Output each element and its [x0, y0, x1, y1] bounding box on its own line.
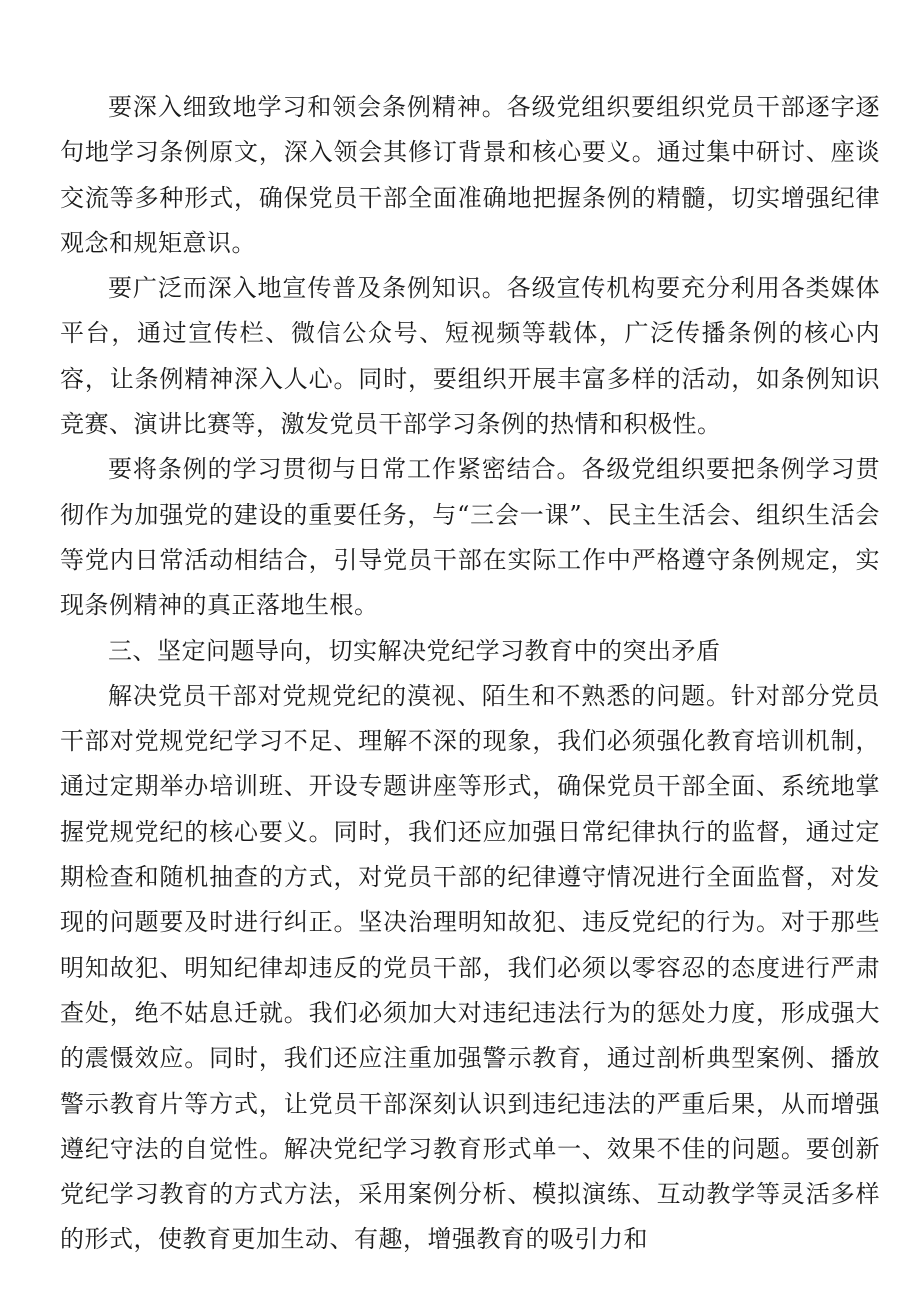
- paragraph-study-regulations: 要深入细致地学习和领会条例精神。各级党组织要组织党员干部逐字逐句地学习条例原文，深入领会其修订背景和核心要义。通过集中研讨、座谈交流等多种形式，确保党员干部全面准确地把握条例的精髓，切实增强纪律观念和规矩意识。: [60, 93, 880, 257]
- paragraph-integrate-daily-work: 要将条例的学习贯彻与日常工作紧密结合。各级党组织要把条例学习贯彻作为加强党的建设的重要任务，与“三会一课”、民主生活会、组织生活会等党内日常活动相结合，引导党员干部在实际工作中严格遵守条例规定，实现条例精神的真正落地生根。: [60, 455, 880, 620]
- paragraph-solve-problems: 解决党员干部对党规党纪的漠视、陌生和不熟悉的问题。针对部分党员干部对党规党纪学习不足、理解不深的现象，我们必须强化教育培训机制，通过定期举办培训班、开设专题讲座等形式，确保党员干部全面、系统地掌握党规党纪的核心要义。同时，我们还应加强日常纪律执行的监督，通过定期检查和随机抽查的方式，对党员干部的纪律遵守情况进行全面监督，对发现的问题要及时进行纠正。坚决治理明知故犯、违反党纪的行为。对于那些明知故犯、明知纪律却违反的党员干部，我们必须以零容忍的态度进行严肃查处，绝不姑息迁就。我们必须加大对违纪违法行为的惩处力度，形成强大的震慑效应。同时，我们还应注重加强警示教育，通过剖析典型案例、播放警示教育片等方式，让党员干部深刻认识到违纪违法的严重后果，从而增强遵纪守法的自觉性。解决党纪学习教育形式单一、效果不佳的问题。要创新党纪学习教育的方式方法，采用案例分析、模拟演练、互动教学等灵活多样的形式，使教育更加生动、有趣，增强教育的吸引力和: [60, 681, 880, 1254]
- paragraph-publicize-regulations: 要广泛而深入地宣传普及条例知识。各级宣传机构要充分利用各类媒体平台，通过宣传栏、微信公众号、短视频等载体，广泛传播条例的核心内容，让条例精神深入人心。同时，要组织开展丰富多样的活动，如条例知识竞赛、演讲比赛等，激发党员干部学习条例的热情和积极性。: [60, 274, 880, 439]
- document-page: [60, 85, 880, 1263]
- section-heading-three: 三、坚定问题导向，切实解决党纪学习教育中的突出矛盾: [108, 636, 721, 665]
